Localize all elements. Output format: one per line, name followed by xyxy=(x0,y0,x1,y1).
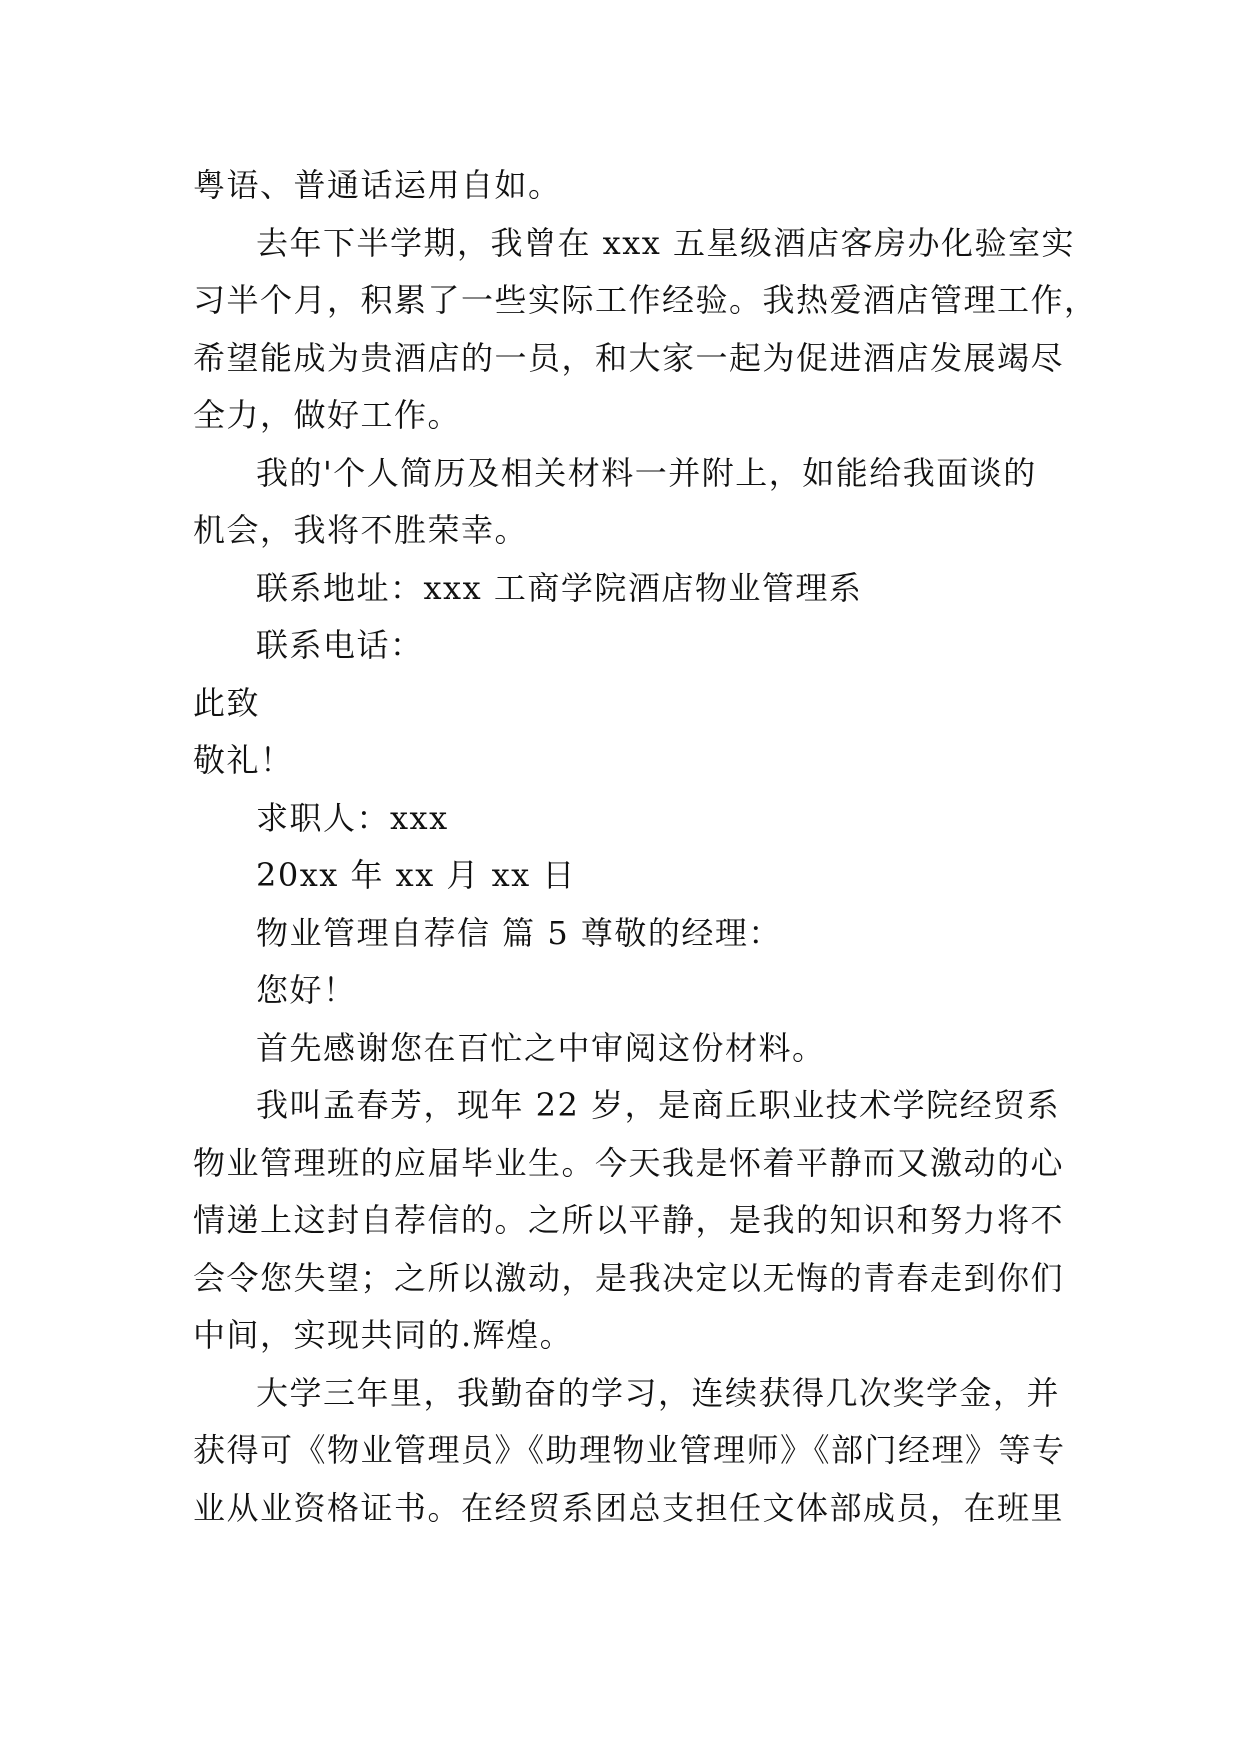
text-line: 希望能成为贵酒店的一员，和大家一起为促进酒店发展竭尽 xyxy=(193,339,1065,377)
section-heading: 物业管理自荐信 篇 5 尊敬的经理： xyxy=(256,914,782,952)
text-line: 求职人：xxx xyxy=(256,799,449,837)
text-line: 习半个月，积累了一些实际工作经验。我热爱酒店管理工作， xyxy=(193,281,1098,319)
text-line: 首先感谢您在百忙之中审阅这份材料。 xyxy=(256,1029,826,1067)
text-line: 20xx 年 xx 月 xx 日 xyxy=(256,856,576,894)
text-line: 您好！ xyxy=(256,971,357,1009)
text-line: 业从业资格证书。在经贸系团总支担任文体部成员，在班里 xyxy=(193,1489,1065,1527)
text-line: 大学三年里，我勤奋的学习，连续获得几次奖学金，并 xyxy=(256,1374,1061,1412)
text-line: 我叫孟春芳，现年 22 岁，是商丘职业技术学院经贸系 xyxy=(256,1086,1061,1124)
text-line: 去年下半学期，我曾在 xxx 五星级酒店客房办化验室实 xyxy=(256,224,1075,262)
text-line: 我的'个人简历及相关材料一并附上，如能给我面谈的 xyxy=(256,454,1037,492)
text-line: 中间，实现共同的.辉煌。 xyxy=(193,1316,574,1354)
text-line: 敬礼！ xyxy=(193,741,294,779)
text-line: 物业管理班的应届毕业生。今天我是怀着平静而又激动的心 xyxy=(193,1144,1065,1182)
text-line: 会令您失望；之所以激动，是我决定以无悔的青春走到你们 xyxy=(193,1259,1065,1297)
text-line: 粤语、普通话运用自如。 xyxy=(193,166,562,204)
text-line: 获得可《物业管理员》《助理物业管理师》《部门经理》等专 xyxy=(193,1431,1066,1469)
text-line: 机会，我将不胜荣幸。 xyxy=(193,511,529,549)
text-line: 情递上这封自荐信的。之所以平静，是我的知识和努力将不 xyxy=(193,1201,1065,1239)
text-line: 此致 xyxy=(193,684,261,722)
text-line: 全力，做好工作。 xyxy=(193,396,462,434)
text-line: 联系电话： xyxy=(256,626,424,664)
text-line: 联系地址：xxx 工商学院酒店物业管理系 xyxy=(256,569,863,607)
